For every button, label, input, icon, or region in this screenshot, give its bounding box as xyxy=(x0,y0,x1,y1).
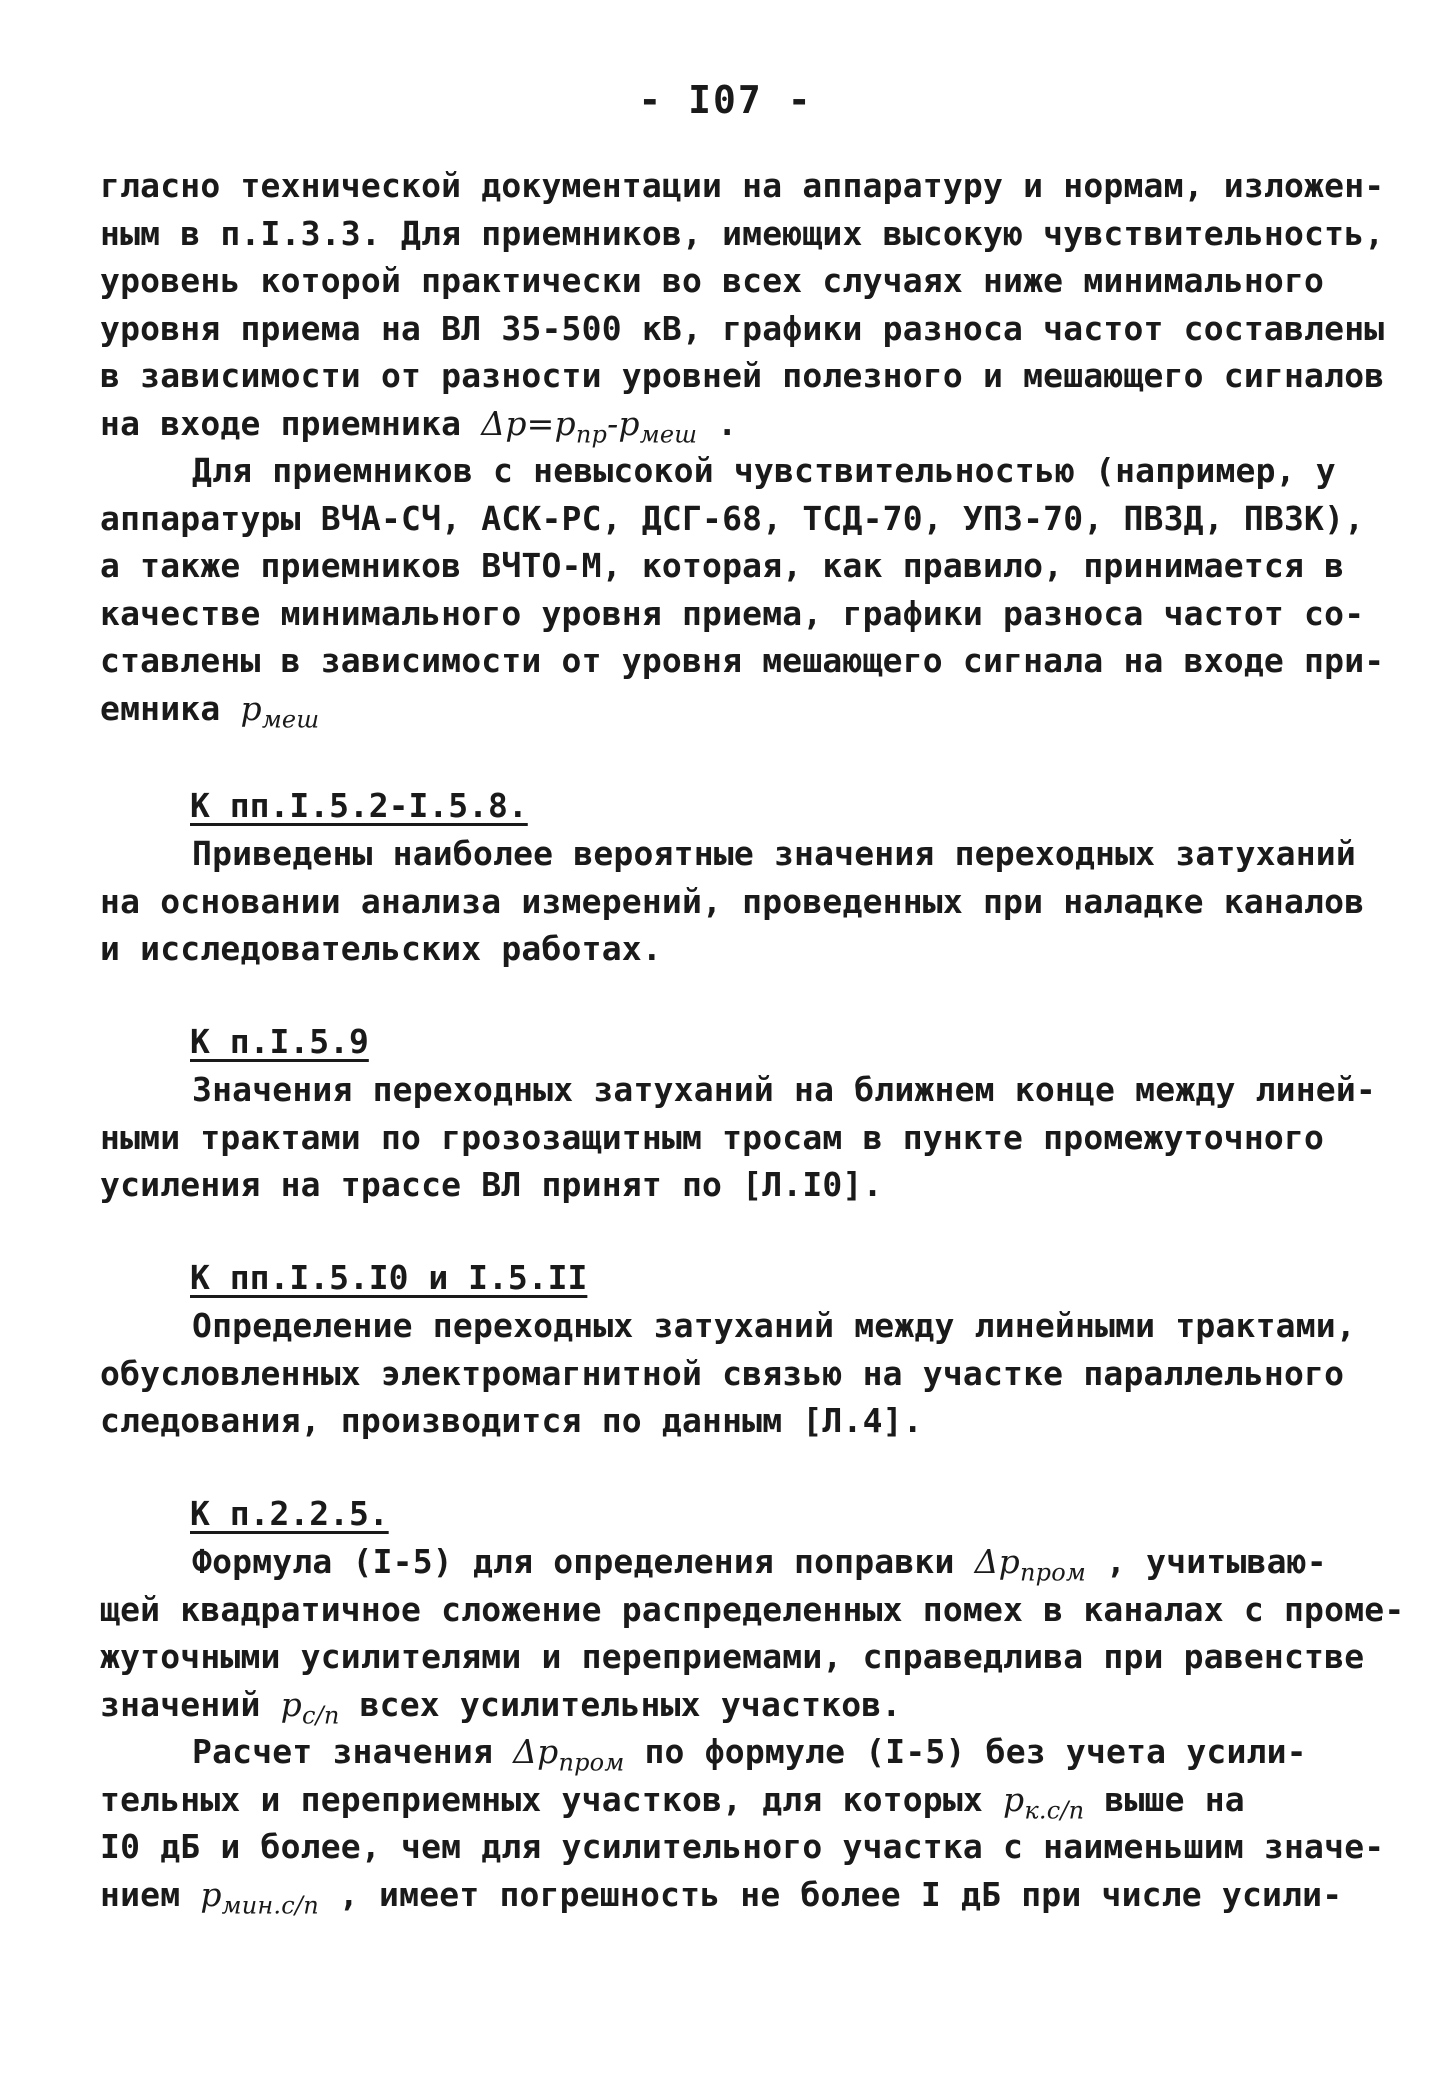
text-line: значений $p_{с/п}$ всех усилительных участков. xyxy=(100,1684,902,1730)
text-line: Для приемников с невысокой чувствительностью (например, у xyxy=(192,451,1336,490)
text-line: ставлены в зависимости от уровня мешающего сигнала на входе при- xyxy=(100,641,1385,680)
text-line: гласно технической документации на аппаратуру и нормам, изложен- xyxy=(100,166,1385,205)
section-2-body xyxy=(100,1066,1376,1209)
text-line: нием $p_{мин.с/п}$ , имеет погрешность не более I дБ при числе усили- xyxy=(100,1874,1343,1920)
formula-p-kcp: $p_{к.с/п}$ xyxy=(1003,1779,1085,1825)
text-line: жуточными усилителями и переприемами, справедлива при равенстве xyxy=(100,1637,1365,1676)
section-3-body xyxy=(100,1302,1370,1445)
text-line: Формула (I-5) для определения поправки $\Delta p_{пром}$ , учитываю- xyxy=(192,1542,1327,1587)
paragraph-1 xyxy=(100,162,1385,449)
text-line: в зависимости от разности уровней полезного и мешающего сигналов xyxy=(100,356,1385,395)
formula-delta-p-prom: $\Delta p_{пром}$ xyxy=(513,1732,625,1777)
paragraph-2 xyxy=(100,447,1385,734)
text-line: а также приемников ВЧТО-М, которая, как правило, принимается в xyxy=(100,546,1345,585)
section-heading: К п.I.5.9 xyxy=(190,1022,369,1061)
formula-p-cp: $p_{с/п}$ xyxy=(280,1684,340,1730)
text-line: качестве минимального уровня приема, графики разноса частот со- xyxy=(100,593,1365,633)
text-line: на основании анализа измерений, проведенных при наладке каналов xyxy=(100,881,1365,921)
text-line: Расчет значения $\Delta p_{пром}$ по формуле (I-5) без учета усили- xyxy=(192,1732,1307,1777)
text-line: Значения переходных затуханий на ближнем конце между линей- xyxy=(192,1070,1376,1109)
text-line: аппаратуры ВЧА-СЧ, АСК-РС, ДСГ-68, ТСД-70, УПЗ-70, ПВЗД, ПВЗК), xyxy=(100,498,1365,538)
text-line: ными трактами по грозозащитным тросам в пункте промежуточного xyxy=(100,1117,1325,1157)
text-line: на входе приемника $\Delta p=p_{пр}-p_{меш}$ . xyxy=(100,403,738,449)
text-line: следования, производится по данным [Л.4]. xyxy=(100,1401,923,1440)
text-line: ным в п.I.3.3. Для приемников, имеющих высокую чувствительность, xyxy=(100,213,1385,253)
text-line: тельных и переприемных участков, для которых $p_{к.с/п}$ выше на xyxy=(100,1779,1245,1825)
text-line: I0 дБ и более, чем для усилительного участка с наименьшим значе- xyxy=(100,1827,1385,1866)
text-line: уровня приема на ВЛ 35-500 кВ, графики разноса частот составлены xyxy=(100,308,1385,348)
formula-delta-p: $\Delta p=p_{пр}-p_{меш}$ xyxy=(481,403,698,449)
section-1-body xyxy=(100,830,1370,973)
text-line: емника $p_{меш}$ xyxy=(100,688,320,734)
section-heading: К пп.I.5.2-I.5.8. xyxy=(190,786,528,825)
text-line: усиления на трассе ВЛ принят по [Л.I0]. xyxy=(100,1165,883,1204)
text-line: щей квадратичное сложение распределенных помех в каналах с проме- xyxy=(100,1589,1405,1629)
text-line: Определение переходных затуханий между линейными трактами, xyxy=(192,1306,1356,1345)
text-line: и исследовательских работах. xyxy=(100,929,662,968)
section-heading: К пп.I.5.I0 и I.5.II xyxy=(190,1258,588,1297)
formula-delta-p-prom: $\Delta p_{пром}$ xyxy=(974,1542,1086,1587)
page-number: - I07 - xyxy=(638,78,813,122)
text-line: уровень которой практически во всех случаях ниже минимального xyxy=(100,261,1325,300)
text-line: обусловленных электромагнитной связью на участке параллельного xyxy=(100,1353,1345,1393)
text-line: Приведены наиболее вероятные значения переходных затуханий xyxy=(192,834,1356,873)
formula-p-min-cp: $p_{мин.с/п}$ xyxy=(200,1874,319,1920)
section-4-body xyxy=(100,1538,1405,1920)
section-heading: К п.2.2.5. xyxy=(190,1494,389,1533)
formula-p-mesh: $p_{меш}$ xyxy=(240,688,320,734)
